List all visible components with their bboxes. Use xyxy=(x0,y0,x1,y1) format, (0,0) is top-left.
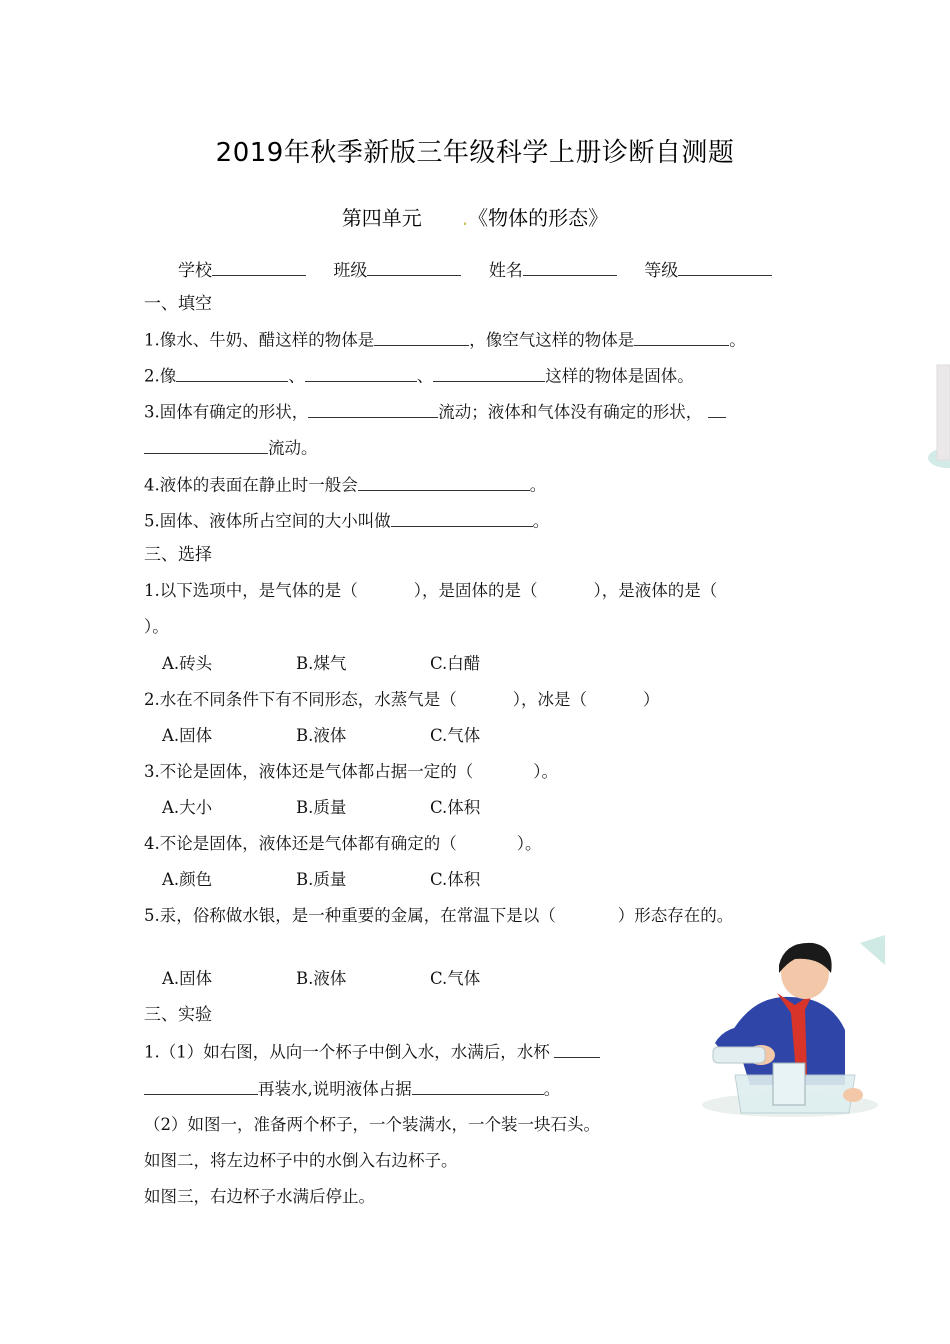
experiment-step-3: 如图二，将左边杯子中的水倒入右边杯子。 xyxy=(144,1151,458,1170)
answer-blank[interactable] xyxy=(176,364,288,382)
experiment-step-4: 如图三，右边杯子水满后停止。 xyxy=(144,1187,375,1206)
answer-blank[interactable] xyxy=(144,1077,258,1095)
answer-blank[interactable] xyxy=(144,436,268,454)
option-c[interactable]: C.体积 xyxy=(430,870,481,889)
option-a[interactable]: A.颜色 xyxy=(162,870,213,889)
section-heading-choice: 三、选择 xyxy=(144,545,212,565)
option-c[interactable]: C.气体 xyxy=(430,969,481,988)
choice-options-5 xyxy=(162,967,564,991)
choice-options-4 xyxy=(162,868,564,892)
option-b[interactable]: B.液体 xyxy=(296,726,347,745)
option-b[interactable]: B.质量 xyxy=(296,870,347,889)
answer-blank[interactable] xyxy=(433,364,545,382)
fill-question-2: 2.像 、 、 这样的物体是固体。 xyxy=(144,364,694,389)
answer-blank[interactable] xyxy=(554,1040,600,1058)
choice-options-2 xyxy=(162,724,564,748)
class-field[interactable]: 班级 xyxy=(333,256,461,281)
choice-question-5: 5.汞，俗称做水银，是一种重要的金属，在常温下是以（ ）形态存在的。 xyxy=(144,906,734,925)
fill-question-1: 1.像水、牛奶、醋这样的物体是 ，像空气这样的物体是 。 xyxy=(144,328,746,353)
answer-blank[interactable] xyxy=(358,473,530,491)
option-c[interactable]: C.体积 xyxy=(430,798,481,817)
choice-question-1-cont: ）。 xyxy=(144,617,169,636)
choice-question-4: 4.不论是固体，液体还是气体都有确定的（ ）。 xyxy=(144,834,542,853)
answer-blank[interactable] xyxy=(412,1077,544,1095)
school-field[interactable]: 学校 xyxy=(178,256,306,281)
fill-question-3-cont: 流动。 xyxy=(144,436,318,461)
document-subtitle: 第四单元 .《物体的形态》 xyxy=(341,206,609,230)
document-title: 2019年秋季新版三年级科学上册诊断自测题 xyxy=(215,138,735,168)
choice-question-1: 1.以下选项中，是气体的是（ ），是固体的是（ ），是液体的是（ xyxy=(144,581,718,600)
choice-question-3: 3.不论是固体，液体还是气体都占据一定的（ ）。 xyxy=(144,762,558,781)
option-a[interactable]: A.大小 xyxy=(162,798,213,817)
option-b[interactable]: B.质量 xyxy=(296,798,347,817)
grade-field[interactable]: 等级 xyxy=(644,256,772,281)
option-b[interactable]: B.煤气 xyxy=(296,654,347,673)
glass-cylinder-image xyxy=(928,360,950,470)
option-c[interactable]: C.气体 xyxy=(430,726,481,745)
student-info-row xyxy=(178,256,794,281)
choice-question-2: 2.水在不同条件下有不同形态，水蒸气是（ ），冰是（ ） xyxy=(144,690,660,709)
fill-question-3: 3.固体有确定的形状， 流动；液体和气体没有确定的形状， xyxy=(144,400,726,425)
answer-blank[interactable] xyxy=(374,328,469,346)
name-field[interactable]: 姓名 xyxy=(489,256,617,281)
section-heading-fill-in: 一、填空 xyxy=(144,294,212,314)
answer-blank[interactable] xyxy=(708,400,726,418)
experiment-question-1-cont: 再装水,说明液体占据 。 xyxy=(144,1077,560,1102)
section-heading-experiment: 三、实验 xyxy=(144,1005,212,1025)
boy-pouring-water-image xyxy=(695,935,885,1130)
answer-blank[interactable] xyxy=(391,509,533,527)
fill-question-5: 5.固体、液体所占空间的大小叫做 。 xyxy=(144,509,549,534)
experiment-question-1: 1.（1）如右图，从向一个杯子中倒入水，水满后，水杯 xyxy=(144,1040,600,1065)
choice-options-3 xyxy=(162,796,564,820)
option-b[interactable]: B.液体 xyxy=(296,969,347,988)
answer-blank[interactable] xyxy=(305,364,417,382)
answer-blank[interactable] xyxy=(634,328,729,346)
fill-question-4: 4.液体的表面在静止时一般会 。 xyxy=(144,473,546,498)
unit-label: 第四单元 xyxy=(341,206,422,230)
option-a[interactable]: A.砖头 xyxy=(162,654,213,673)
option-a[interactable]: A.固体 xyxy=(162,726,213,745)
option-c[interactable]: C.白醋 xyxy=(430,654,481,673)
option-a[interactable]: A.固体 xyxy=(162,969,213,988)
choice-options-1 xyxy=(162,652,564,676)
experiment-step-2: （2）如图一，准备两个杯子，一个装满水，一个装一块石头。 xyxy=(144,1115,600,1134)
answer-blank[interactable] xyxy=(308,400,438,418)
unit-topic: 《物体的形态》 xyxy=(468,206,609,230)
